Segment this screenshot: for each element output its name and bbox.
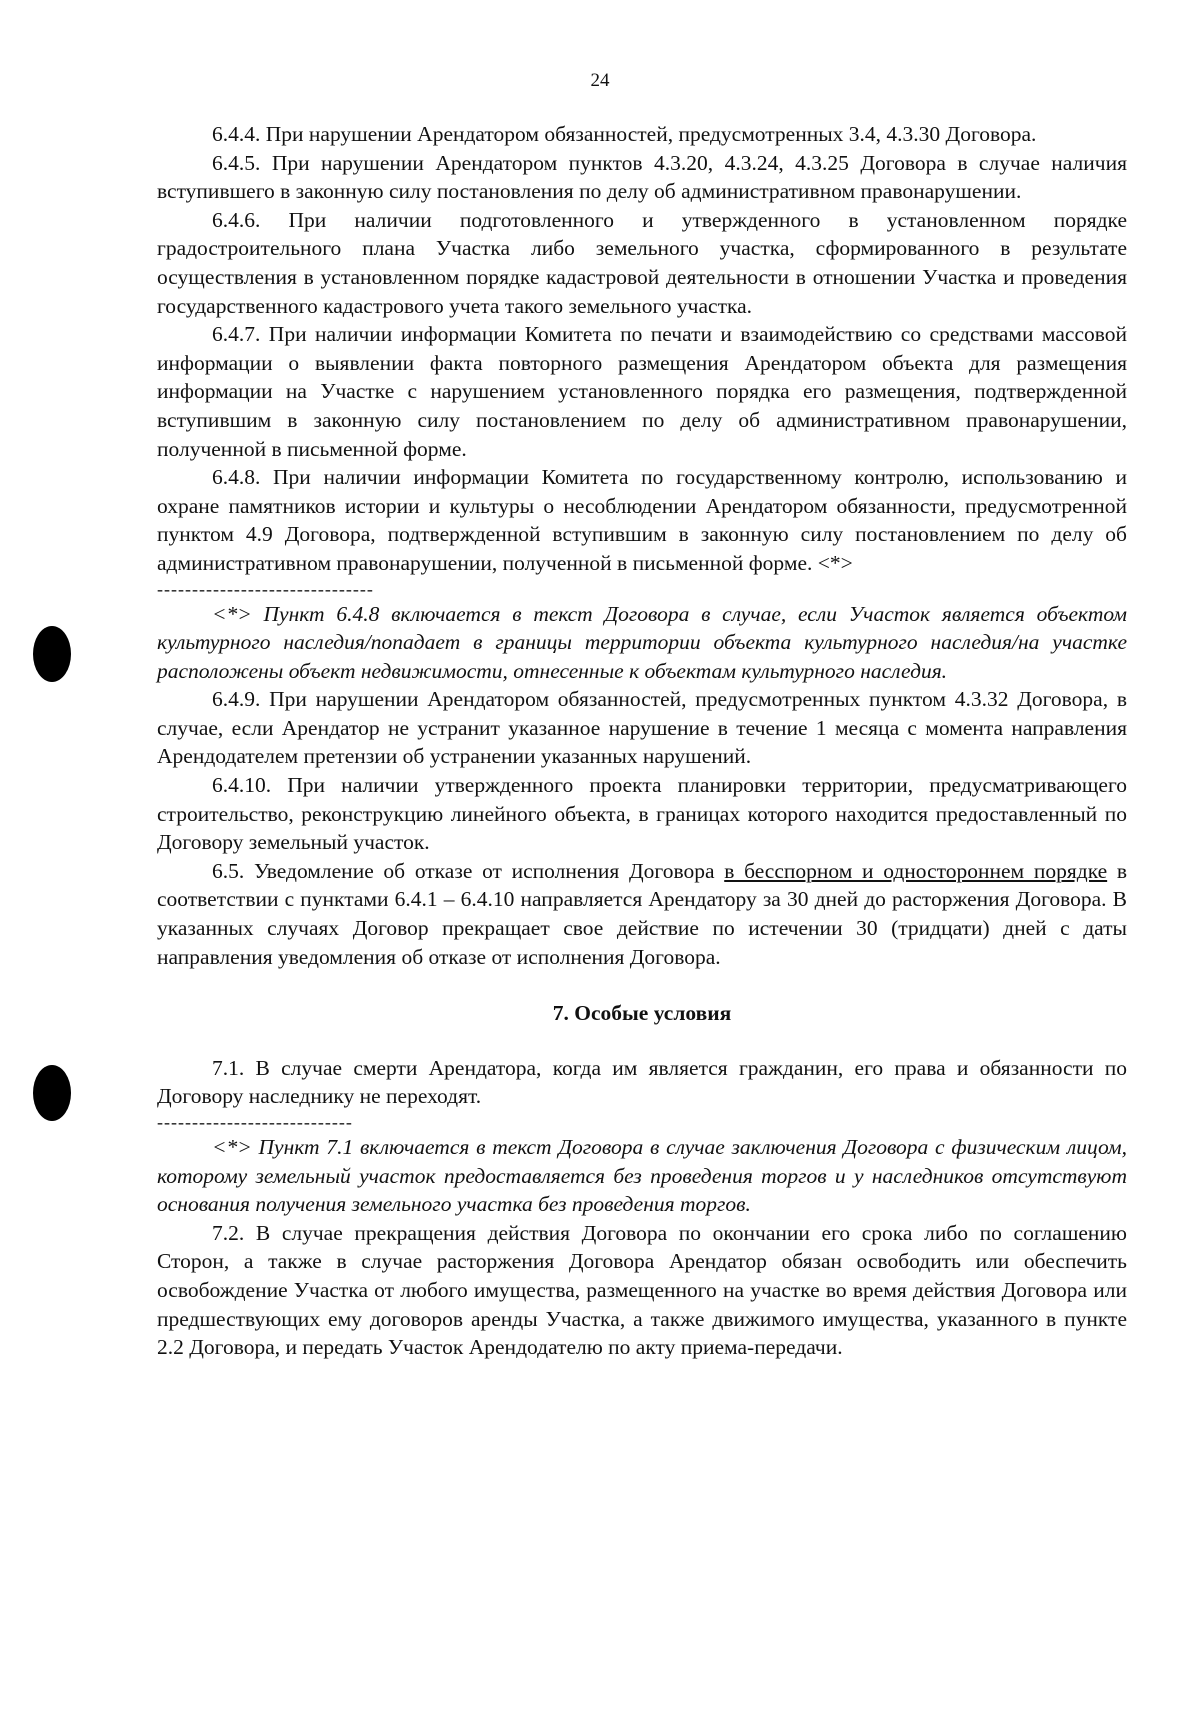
clause-6-4-9: 6.4.9. При нарушении Арендатором обязанностей, предусмотренных пунктом 4.3.32 Договора, в случае, если Арендатор не устранит указанное нарушение в течение 1 месяца с момента направления Арендодателем претензии об устранении указанных нарушений. xyxy=(157,687,1127,769)
punch-hole-lower xyxy=(33,1065,71,1121)
footnote-7-1: <*> Пункт 7.1 включается в текст Договора в случае заключения Договора с физическим лицом, которому земельный участок предоставляется без проведения торгов и у наследников отсутствуют основания получения земельного участка без проведения торгов. xyxy=(157,1135,1127,1217)
clause-6-5 xyxy=(157,857,1127,971)
clause-6-4-4: 6.4.4. При нарушении Арендатором обязанностей, предусмотренных 3.4, 4.3.30 Договора. xyxy=(212,122,1037,146)
clause-6-4-5: 6.4.5. При нарушении Арендатором пунктов 4.3.20, 4.3.24, 4.3.25 Договора в случае наличия вступившего в законную силу постановления по делу об административном правонарушении. xyxy=(157,150,1127,204)
punch-hole-upper xyxy=(33,626,71,682)
clause-7-2: 7.2. В случае прекращения действия Договора по окончании его срока либо по соглашению Сторон, а также в случае расторжения Договора Арендатор обязан освободить или обеспечить освобождение Участка от любого имущества, размещенного на участке во время действия Договора или предшествующих ему договоров аренды Участка, а также движимого имущества, указанного в пункте 2.2 Договора, и передать Участок Арендодателю по акту приема-передачи. xyxy=(157,1220,1127,1360)
clause-6-4-7: 6.4.7. При наличии информации Комитета по печати и взаимодействию со средствами массовой информации о выявлении факта повторного размещения Арендатором объекта для размещения информации на Участке с нарушением установленного порядка его размещения, подтвержденной вступившим в законную силу постановлением по делу об административном правонарушении, полученной в письменной форме. xyxy=(157,322,1127,461)
clause-6-4-10: 6.4.10. При наличии утвержденного проекта планировки территории, предусматривающего строительство, реконструкцию линейного объекта, в границах которого находится предоставленный по Договору земельный участок. xyxy=(157,773,1127,855)
document-body xyxy=(157,120,1127,1362)
clause-6-5-text-end: в соответствии с пунктами 6.4.1 – 6.4.10 направляется Арендатору за 30 дней до расторжения Договора. В указанных случаях Договор прекращает свое действие по истечении 30 (тридцати) дней с даты направления уведомления об отказе от исполнения Договора. xyxy=(157,858,1128,969)
clause-6-4-6: 6.4.6. При наличии подготовленного и утвержденного в установленном порядке градостроительного плана Участка либо земельного участка, сформированного в результате осуществления в установленном порядке кадастровой деятельности в отношении Участка и проведения государственного кадастрового учета такого земельного участка. xyxy=(157,207,1127,318)
section-7-title: 7. Особые условия xyxy=(552,1001,732,1026)
clause-7-1: 7.1. В случае смерти Арендатора, когда им является гражданин, его права и обязанности по Договору наследнику не переходят. xyxy=(157,1055,1127,1109)
footnote-6-4-8: <*> Пункт 6.4.8 включается в текст Договора в случае, если Участок является объектом культурного наследия/попадает в границы территории объекта культурного наследия/на участке расположены объект недвижимости, отнесенные к объектам культурного наследия. xyxy=(157,601,1127,683)
footnote-separator: ---------------------------- xyxy=(157,1112,353,1132)
footnote-separator: ------------------------------- xyxy=(157,578,374,599)
clause-6-4-8: 6.4.8. При наличии информации Комитета по государственному контролю, использованию и охране памятников истории и культуры о несоблюдении Арендатором обязанности, предусмотренной пунктом 4.9 Договора, подтвержденной вступившим в законную силу постановлением по делу об административном правонарушении, полученной в письменной форме. <*> xyxy=(157,465,1127,575)
page-number: 24 xyxy=(590,70,610,91)
clause-6-5-text-start: 6.5. Уведомление об отказе от исполнения Договора xyxy=(212,858,725,883)
clause-6-5-underlined: в бесспорном и одностороннем порядке xyxy=(724,858,1108,883)
